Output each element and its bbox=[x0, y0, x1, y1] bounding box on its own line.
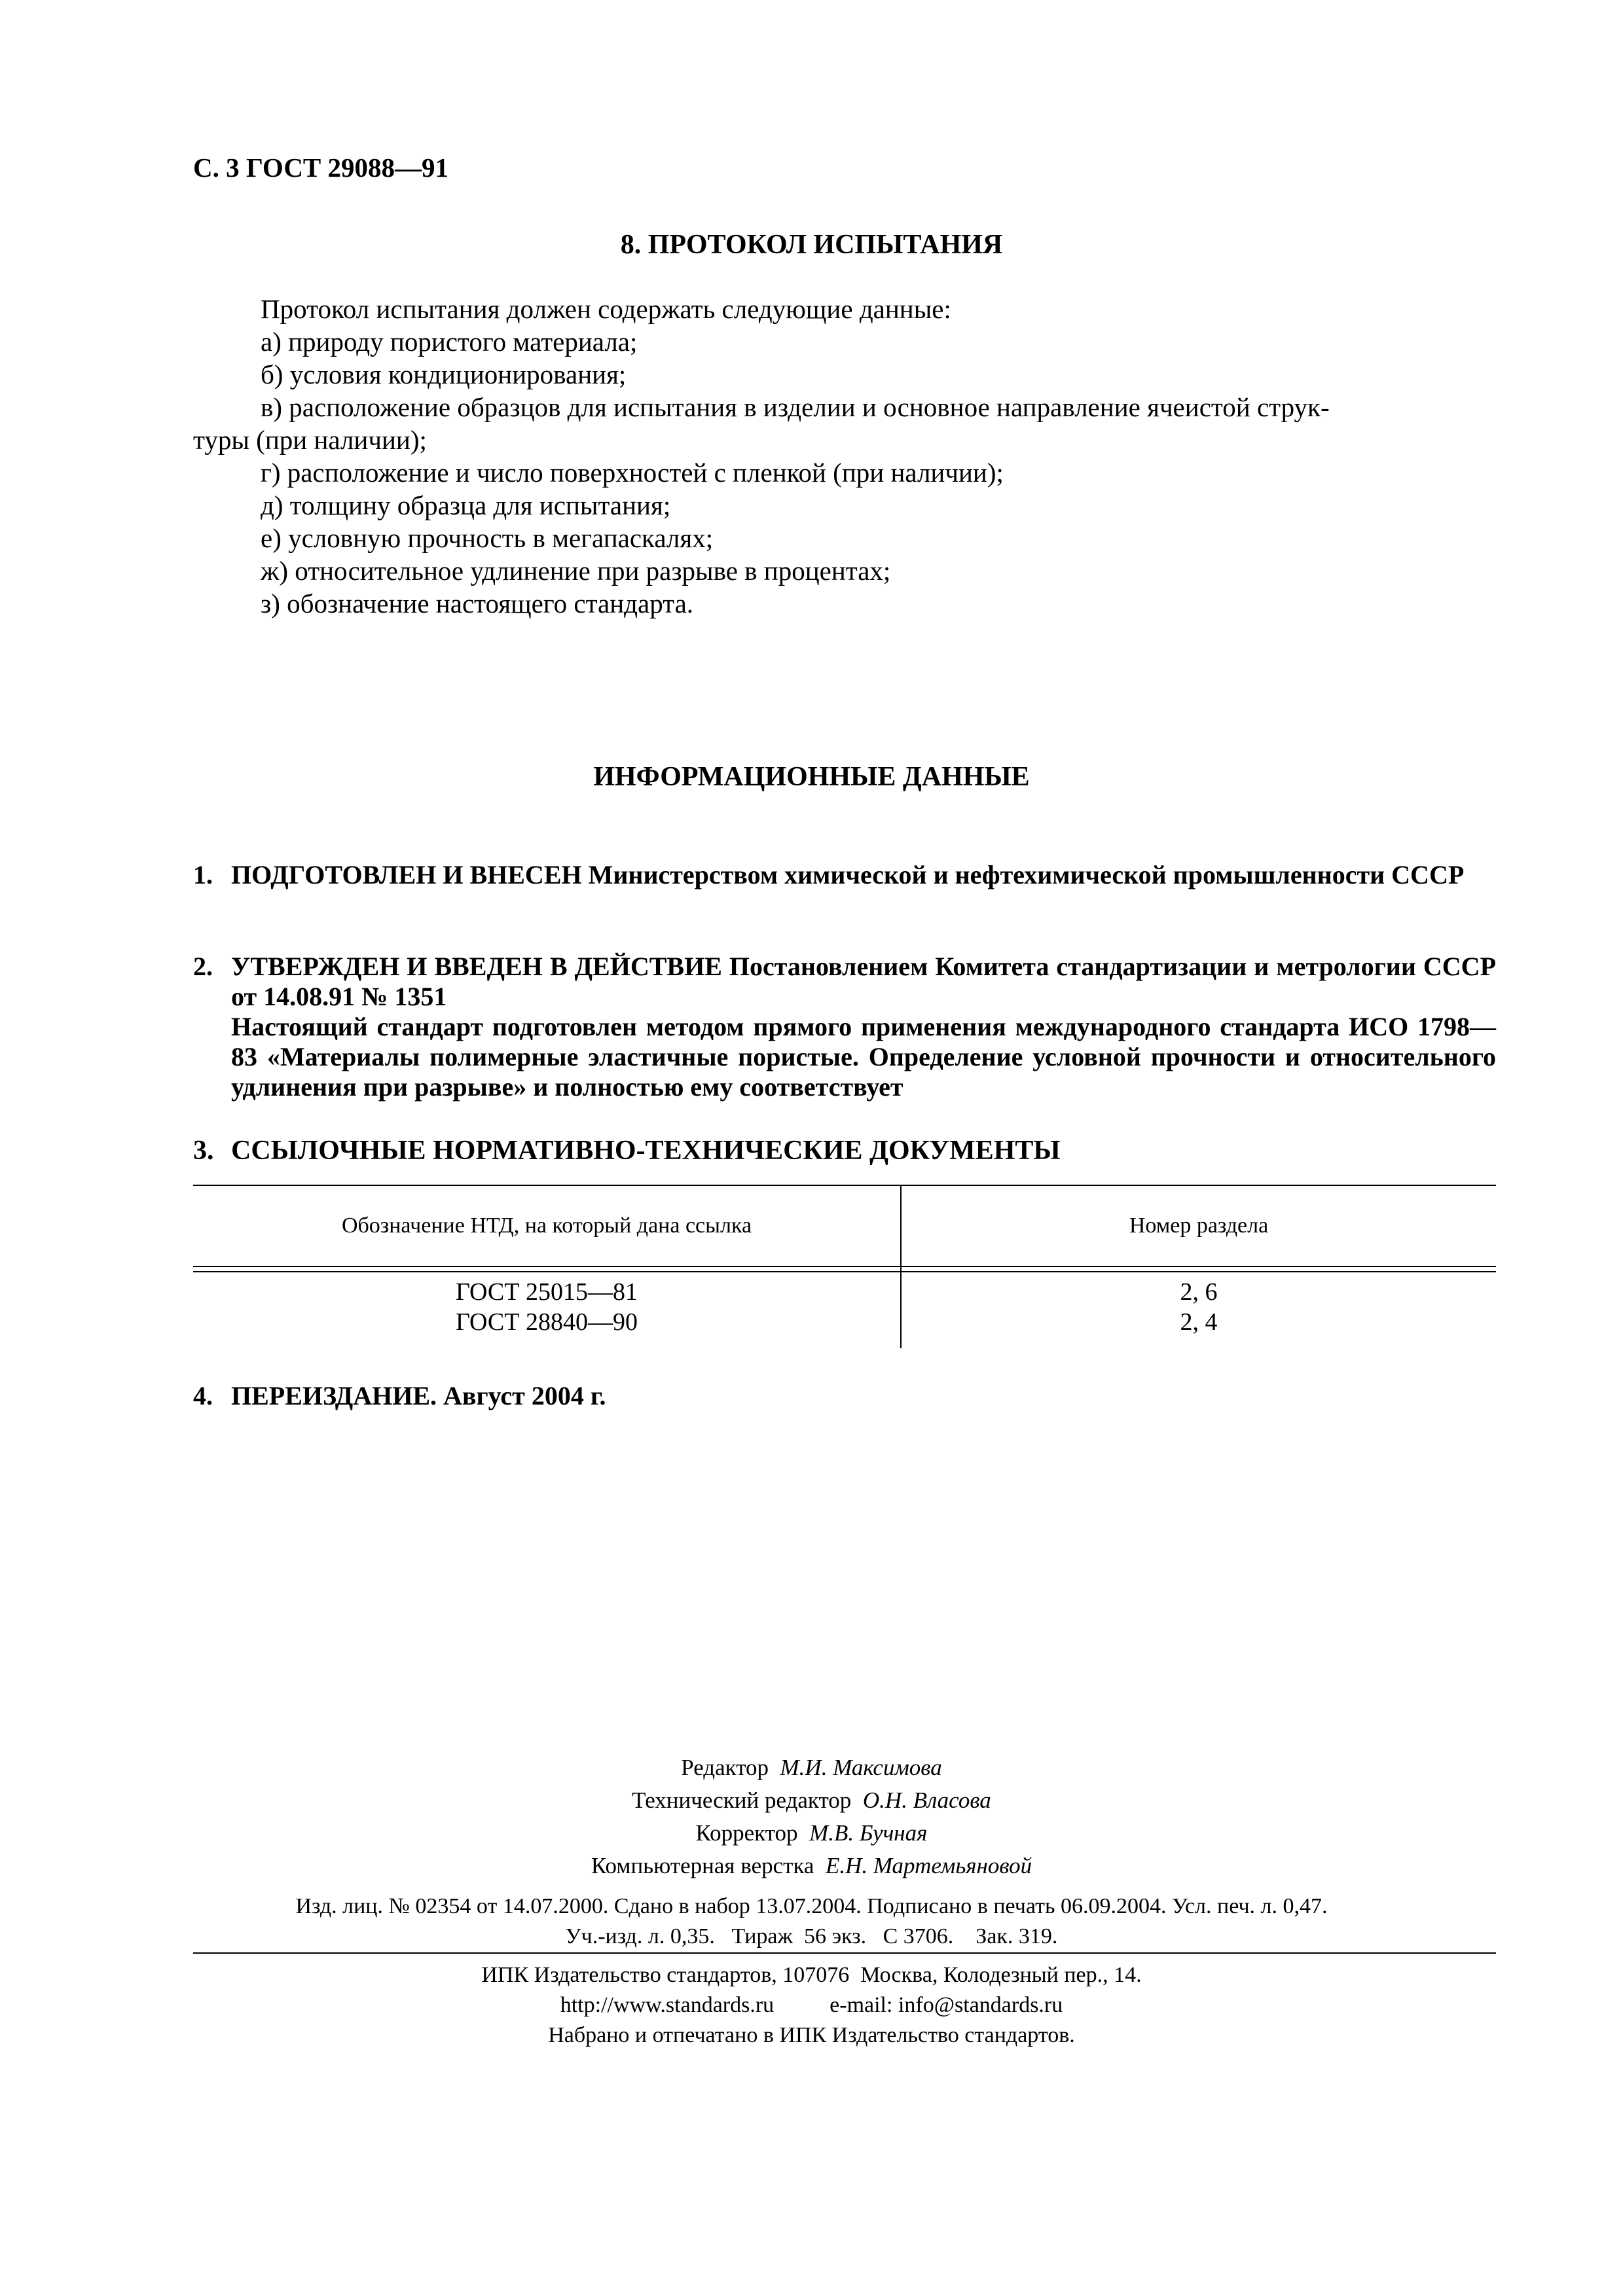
credit-editor-label: Редактор bbox=[681, 1755, 769, 1780]
info-item-3-number: 3. bbox=[193, 1136, 214, 1166]
info-item-2-text: УТВЕРЖДЕН И ВВЕДЕН В ДЕЙСТВИЕ Постановлением Комитета стандартизации и метрологии СССР от 14.08.91 № 1351 bbox=[231, 952, 1496, 1011]
imprint-block bbox=[0, 1892, 1623, 1952]
credit-editor bbox=[0, 1751, 1623, 1784]
table-header-divider bbox=[193, 1266, 1496, 1267]
credit-corrector-label: Корректор bbox=[695, 1820, 798, 1846]
table-cell-ntd: ГОСТ 25015—81 bbox=[456, 1278, 638, 1306]
info-item-3-text: ССЫЛОЧНЫЕ НОРМАТИВНО-ТЕХНИЧЕСКИЕ ДОКУМЕНТЫ bbox=[231, 1136, 1061, 1166]
credit-editor-name: М.И. Максимова bbox=[780, 1755, 942, 1780]
credit-tech-editor-label: Технический редактор bbox=[632, 1787, 852, 1813]
imprint-line-1: Изд. лиц. № 02354 от 14.07.2000. Сдано в набор 13.07.2004. Подписано в печать 06.09.2004. Усл. печ. л. 0,47. bbox=[295, 1894, 1328, 1918]
credit-tech-editor bbox=[0, 1784, 1623, 1817]
list-item-z: з) обозначение настоящего стандарта. bbox=[261, 588, 694, 619]
info-item-4 bbox=[193, 1381, 1496, 1411]
table-header-divider-second bbox=[193, 1271, 1496, 1272]
credits-block bbox=[0, 1751, 1623, 1882]
table-cell-section: 2, 4 bbox=[1180, 1308, 1218, 1336]
list-item-g: г) расположение и число поверхностей с пленкой (при наличии); bbox=[261, 457, 1004, 488]
imprint-line-2: Уч.-изд. л. 0,35. Тираж 56 экз. С 3706. Зак. 319. bbox=[565, 1924, 1058, 1948]
imprint-divider bbox=[193, 1952, 1496, 1954]
table-header-section: Номер раздела bbox=[1129, 1213, 1269, 1238]
info-item-3 bbox=[193, 1136, 1496, 1166]
credit-tech-editor-name: О.Н. Власова bbox=[862, 1787, 991, 1813]
credit-layout-name: Е.Н. Мартемьяновой bbox=[825, 1853, 1032, 1878]
list-item-e: е) условную прочность в мегапаскалях; bbox=[261, 523, 714, 553]
info-item-1 bbox=[193, 860, 1496, 890]
credit-layout bbox=[0, 1850, 1623, 1882]
list-item-a: а) природу пористого материала; bbox=[261, 327, 638, 357]
info-item-4-text: ПЕРЕИЗДАНИЕ. Август 2004 г. bbox=[231, 1381, 606, 1410]
info-item-2-note: Настоящий стандарт подготовлен методом прямого применения международного стандарта ИСО 1798—83 «Материалы полимерные эластичные пористые. Определение условной прочности и относительного удлинения при разрыве» и полностью ему соответствует bbox=[231, 1012, 1496, 1102]
info-item-2 bbox=[193, 952, 1496, 1102]
list-item-zh: ж) относительное удлинение при разрыве в процентах; bbox=[261, 556, 891, 586]
table-cell-section: 2, 6 bbox=[1180, 1278, 1218, 1306]
publisher-block bbox=[0, 1960, 1623, 2051]
info-item-1-text: ПОДГОТОВЛЕН И ВНЕСЕН Министерством химической и нефтехимической промышленности СССР bbox=[231, 860, 1465, 889]
publisher-line-1: ИПК Издательство стандартов, 107076 Москва, Колодезный пер., 14. bbox=[481, 1963, 1142, 1987]
table-top-border bbox=[193, 1185, 1496, 1186]
info-data-title: ИНФОРМАЦИОННЫЕ ДАННЫЕ bbox=[593, 762, 1030, 792]
info-item-2-number: 2. bbox=[193, 952, 213, 981]
list-item-v-continuation: туры (при наличии); bbox=[193, 425, 427, 455]
credit-corrector bbox=[0, 1817, 1623, 1850]
info-item-4-number: 4. bbox=[193, 1381, 213, 1410]
publisher-line-3: Набрано и отпечатано в ИПК Издательство стандартов. bbox=[548, 2023, 1075, 2047]
table-cell-ntd: ГОСТ 28840—90 bbox=[456, 1308, 638, 1336]
page-header: С. 3 ГОСТ 29088—91 bbox=[193, 152, 449, 183]
credit-corrector-name: М.В. Бучная bbox=[809, 1820, 928, 1846]
publisher-line-2: http://www.standards.ru e-mail: info@standards.ru bbox=[560, 1993, 1063, 2017]
table-header-ntd: Обозначение НТД, на который дана ссылка bbox=[341, 1213, 752, 1238]
list-item-b: б) условия кондиционирования; bbox=[261, 359, 627, 389]
credit-layout-label: Компьютерная верстка bbox=[591, 1853, 814, 1878]
section-8-title: 8. ПРОТОКОЛ ИСПЫТАНИЯ bbox=[620, 230, 1003, 260]
list-item-v: в) расположение образцов для испытания в изделии и основное направление ячеистой струк- bbox=[261, 392, 1330, 422]
protocol-intro: Протокол испытания должен содержать следующие данные: bbox=[261, 294, 951, 324]
reference-docs-table bbox=[193, 1185, 1496, 1348]
list-item-d: д) толщину образца для испытания; bbox=[261, 490, 671, 520]
protocol-list bbox=[193, 325, 1496, 620]
info-item-1-number: 1. bbox=[193, 860, 213, 889]
